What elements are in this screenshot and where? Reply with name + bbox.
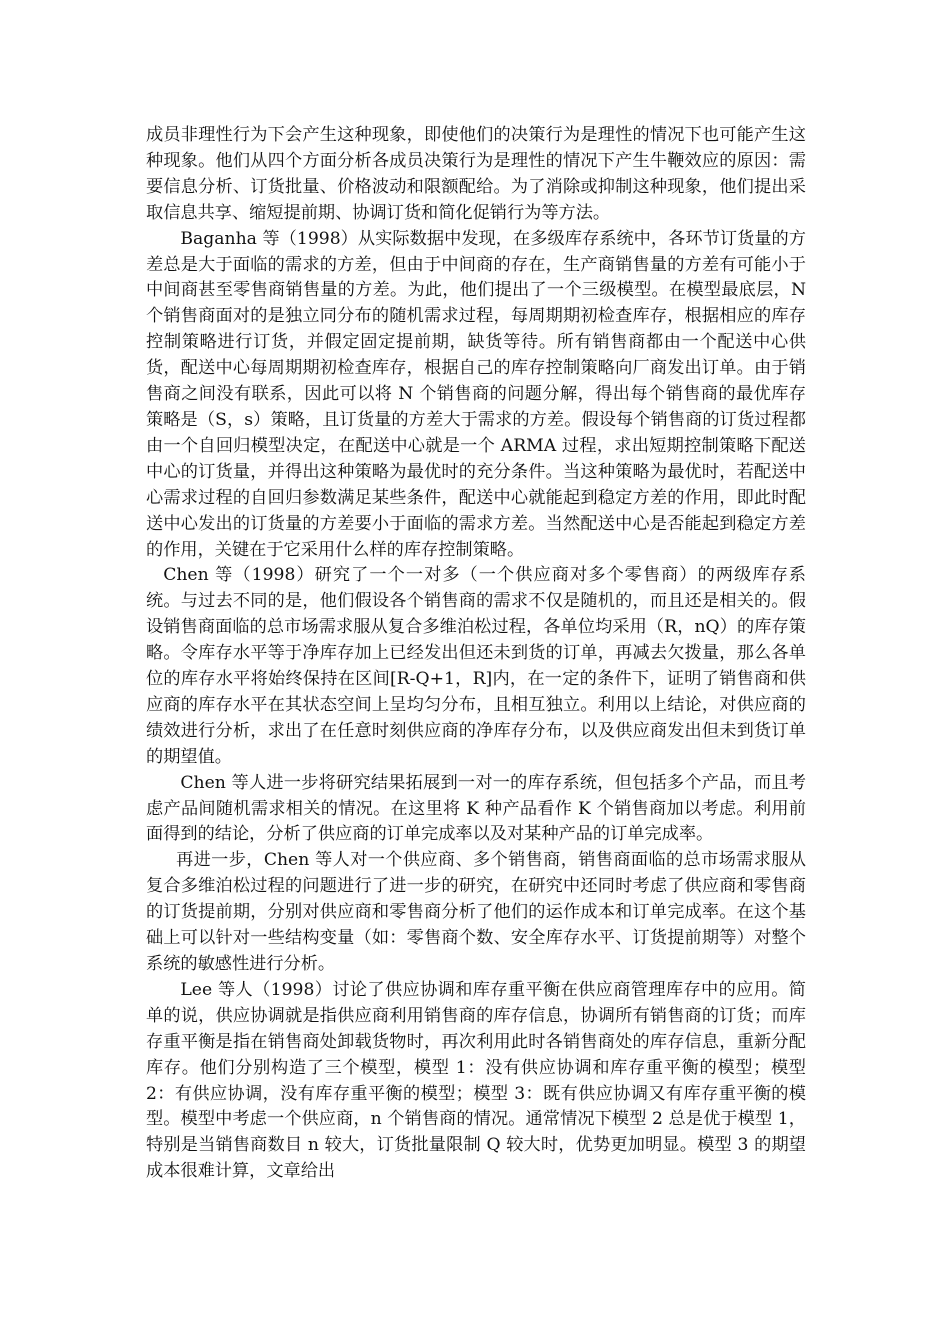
paragraph-chen-further: 再进一步，Chen 等人对一个供应商、多个销售商，销售商面临的总市场需求服从复合多维泊松过程的问题进行了进一步的研究，在研究中还同时考虑了供应商和零售商的订货提前期，分别对供应商和零售商分析了他们的运作成本和订单完成率。在这个基础上可以针对一些结构变量（如：零售商个数、安全库存水平、订货提前期等）对整个系统的敏感性进行分析。 [146,850,806,974]
paragraph-chen-1998: Chen 等（1998）研究了一个一对多（一个供应商对多个零售商）的两级库存系统。与过去不同的是，他们假设各个销售商的需求不仅是随机的，而且还是相关的。假设销售商面临的总市场需求服从复合多维泊松过程，各单位均采用（R，nQ）的库存策略。令库存水平等于净库存加上已经发出但还未到货的订单，再减去欠拨量，那么各单位的库存水平将始终保持在区间[R-Q+1，R]内，在一定的条件下，证明了销售商和供应商的库存水平在其状态空间上呈均匀分布，且相互独立。利用以上结论，对供应商的绩效进行分析，求出了在任意时刻供应商的净库存分布，以及供应商发出但未到货订单的期望值。 [146,565,806,767]
paragraph-continuation: 成员非理性行为下会产生这种现象，即使他们的决策行为是理性的情况下也可能产生这种现象。他们从四个方面分析各成员决策行为是理性的情况下产生牛鞭效应的原因：需要信息分析、订货批量、价格波动和限额配给。为了消除或抑制这种现象，他们提出采取信息共享、缩短提前期、协调订货和简化促销行为等方法。 [146,125,806,223]
document-page [146,123,806,1185]
paragraph-chen-extension: Chen 等人进一步将研究结果拓展到一对一的库存系统，但包括多个产品，而且考虑产品间随机需求相关的情况。在这里将 K 种产品看作 K 个销售商加以考虑。利用前面得到的结论，分析了供应商的订单完成率以及对某种产品的订单完成率。 [146,772,806,845]
paragraph-baganha: Baganha 等（1998）从实际数据中发现，在多级库存系统中，各环节订货量的方差总是大于面临的需求的方差，但由于中间商的存在，生产商销售量的方差有可能小于中间商甚至零售商销售量的方差。为此，他们提出了一个三级模型。在模型最底层，N 个销售商面对的是独立同分布的随机需求过程，每周期期初检查库存，根据相应的库存控制策略进行订货，并假定固定提前期，缺货等待。所有销售商都由一个配送中心供货，配送中心每周期期初检查库存，根据自己的库存控制策略向厂商发出订单。由于销售商之间没有联系，因此可以将 N 个销售商的问题分解，得出每个销售商的最优库存策略是（S，s）策略，且订货量的方差大于需求的方差。假设每个销售商的订货过程都由一个自回归模型决定，在配送中心就是一个 ARMA 过程，求出短期控制策略下配送中心的订货量，并得出这种策略为最优时的充分条件。当这种策略为最优时，若配送中心需求过程的自回归参数满足某些条件，配送中心就能起到稳定方差的作用，即此时配送中心发出的订货量的方差要小于面临的需求方差。当然配送中心是否能起到稳定方差的作用，关键在于它采用什么样的库存控制策略。 [146,228,806,560]
paragraph-lee-1998: Lee 等人（1998）讨论了供应协调和库存重平衡在供应商管理库存中的应用。简单的说，供应协调就是指供应商利用销售商的库存信息，协调所有销售商的订货；而库存重平衡是指在销售商处卸载货物时，再次利用此时各销售商处的库存信息，重新分配库存。他们分别构造了三个模型，模型 1：没有供应协调和库存重平衡的模型；模型 2：有供应协调，没有库存重平衡的模型；模型 3：既有供应协调又有库存重平衡的模型。模型中考虑一个供应商，n 个销售商的情况。通常情况下模型 2 总是优于模型 1，特别是当销售商数目 n 较大，订货批量限制 Q 较大时，优势更加明显。模型 3 的期望成本很难计算，文章给出 [146,979,806,1182]
